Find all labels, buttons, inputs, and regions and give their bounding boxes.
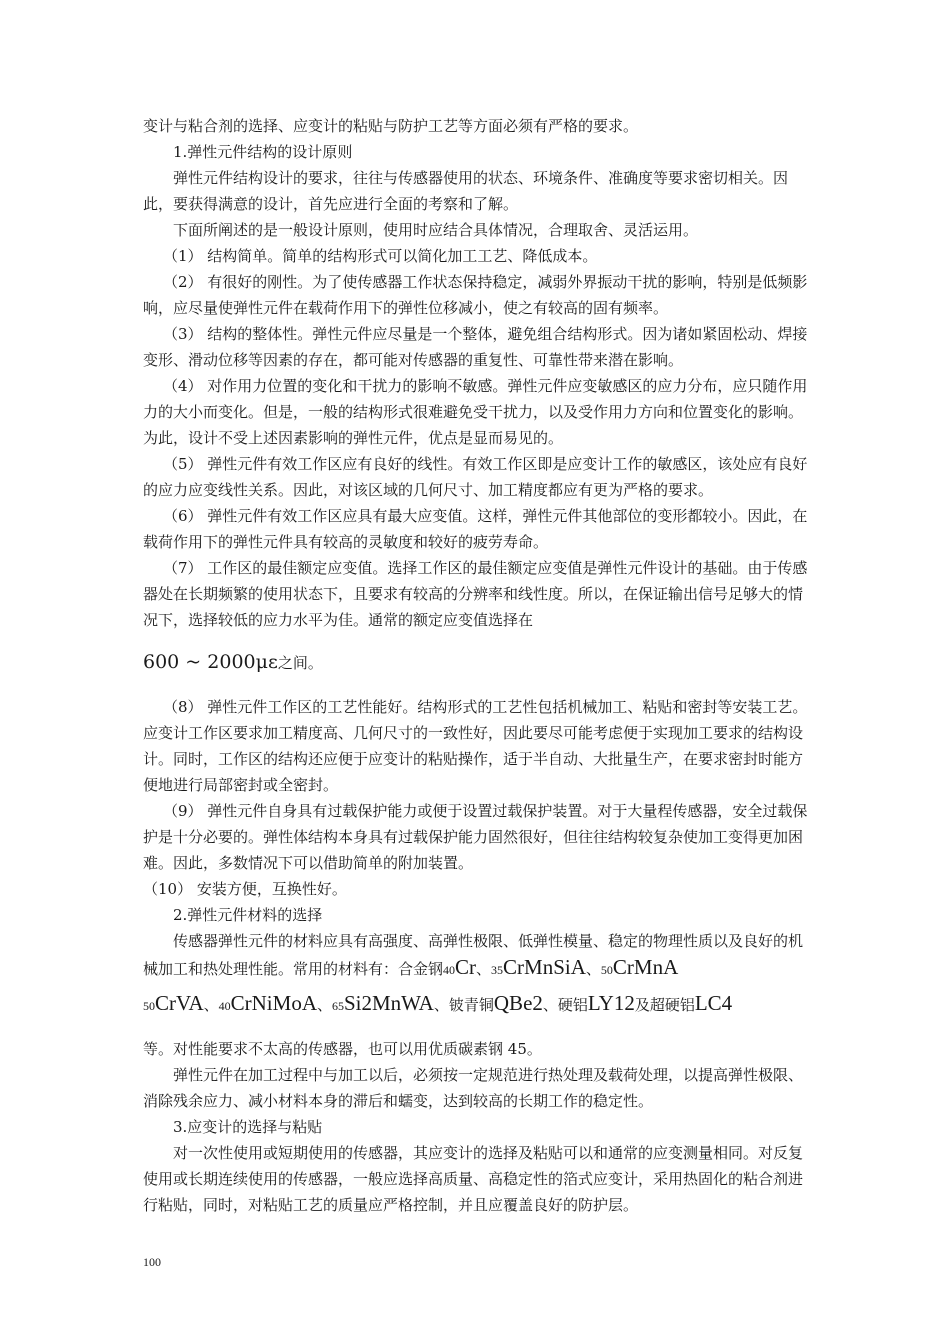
separator: 、 — [203, 996, 219, 1014]
list-item-8: （8） 弹性元件工作区的工艺性能好。结构形式的工艺性包括机械加工、粘贴和密封等安装工艺。应变计工作区要求加工精度高、几何尺寸的一致性好，因此要尽可能考虑便于实现加工要求的结构设计。同时，工作区的结构还应便于应变计的粘贴操作，适于半自动、大批量生产，在要求密封时能方便地进行局部密封或全密封。 — [143, 698, 808, 794]
paragraph: 下面所阐述的是一般设计原则，使用时应结合具体情况，合理取舍、灵活运用。 — [173, 221, 699, 239]
section-heading-2: 2.弹性元件材料的选择 — [173, 906, 323, 924]
strain-range-formula — [143, 639, 809, 686]
material-name: LY12 — [587, 991, 635, 1015]
list-item-9: （9） 弹性元件自身具有过载保护能力或便于设置过载保护装置。对于大量程传感器，安全过载保护是十分必要的。弹性体结构本身具有过载保护能力固然很好，但往往结构较复杂使加工变得更加困难。因此，多数情况下可以借助简单的附加装置。 — [143, 802, 808, 872]
separator: 、 — [542, 996, 558, 1014]
list-item-3: （3） 结构的整体性。弹性元件应尽量是一个整体，避免组合结构形式。因为诸如紧固松动、焊接变形、滑动位移等因素的存在，都可能对传感器的重复性、可靠性带来潜在影响。 — [143, 325, 808, 369]
list-item-2: （2） 有很好的刚性。为了使传感器工作状态保持稳定，减弱外界振动干扰的影响，特别是低频影响，应尽量使弹性元件在载荷作用下的弹性位移减小，使之有较高的固有频率。 — [143, 273, 808, 317]
material-name: CrMnA — [612, 955, 679, 979]
formula-value: 600 ~ 2000με — [143, 651, 278, 673]
list-item-6: （6） 弹性元件有效工作区应具有最大应变值。这样，弹性元件其他部位的变形都较小。因此，在载荷作用下的弹性元件具有较高的灵敏度和较好的疲劳寿命。 — [143, 507, 808, 551]
material-prefix: 65 — [332, 999, 344, 1013]
list-item-7: （7） 工作区的最佳额定应变值。选择工作区的最佳额定应变值是弹性元件设计的基础。由于传感器处在长期频繁的使用状态下，且要求有较高的分辨率和线性度。所以，在保证输出信号足够大的情况下，选择较低的应力水平为佳。通常的额定应变值选择在 — [143, 559, 808, 629]
body-text — [143, 113, 809, 1218]
formula-suffix: 之间。 — [277, 654, 323, 672]
paragraph: 弹性元件结构设计的要求，往往与传感器使用的状态、环境条件、准确度等要求密切相关。因此，要获得满意的设计，首先应进行全面的考察和了解。 — [143, 169, 789, 213]
material-name: CrMnSiA — [503, 955, 586, 979]
list-item-10: （10） 安装方便，互换性好。 — [143, 880, 347, 898]
paragraph: 等。对性能要求不太高的传感器，也可以用优质碳素钢 45。 — [143, 1040, 542, 1058]
separator: 、 — [316, 996, 332, 1014]
materials-paragraph — [143, 928, 809, 983]
paragraph-continuation: 变计与粘合剂的选择、应变计的粘贴与防护工艺等方面必须有严格的要求。 — [143, 117, 639, 135]
material-name: CrNiMoA — [230, 991, 317, 1015]
material-name: CrVA — [155, 991, 204, 1015]
page-number: 100 — [143, 1255, 161, 1269]
material-prefix: 35 — [491, 963, 504, 977]
material-name: LC4 — [694, 991, 733, 1015]
section-heading-1: 1.弹性元件结构的设计原则 — [173, 143, 353, 161]
materials-line — [143, 983, 809, 1026]
separator: 、 — [433, 996, 449, 1014]
material-prefix: 硬铝 — [557, 996, 588, 1014]
material-prefix: 40 — [218, 999, 231, 1013]
list-item-5: （5） 弹性元件有效工作区应有良好的线性。有效工作区即是应变计工作的敏感区，该处应有良好的应力应变线性关系。因此，对该区域的几何尺寸、加工精度都应有更为严格的要求。 — [143, 455, 808, 499]
material-prefix: 铍青铜 — [448, 996, 494, 1014]
material-name: QBe2 — [493, 991, 543, 1015]
material-name: Si2MnWA — [344, 991, 434, 1015]
material-prefix: 40 — [443, 963, 456, 977]
list-item-4: （4） 对作用力位置的变化和干扰力的影响不敏感。弹性元件应变敏感区的应力分布，应只随作用力的大小而变化。但是，一般的结构形式很难避免受干扰力，以及受作用力方向和位置变化的影响。为此，设计不受上述因素影响的弹性元件，优点是显而易见的。 — [143, 377, 808, 447]
separator: 、 — [585, 960, 601, 978]
separator: 、 — [476, 960, 492, 978]
materials-intro: 传感器弹性元件的材料应具有高强度、高弹性极限、低弹性模量、稳定的物理性质以及良好的机械加工和热处理性能。常用的材料有：合金钢 — [143, 932, 804, 978]
list-item-1: （1） 结构简单。简单的结构形式可以简化加工工艺、降低成本。 — [163, 247, 598, 265]
paragraph: 弹性元件在加工过程中与加工以后，必须按一定规范进行热处理及载荷处理，以提高弹性极限、消除残余应力、减小材料本身的滞后和蠕变，达到较高的长期工作的稳定性。 — [143, 1066, 804, 1110]
material-prefix: 50 — [143, 999, 155, 1013]
material-name: Cr — [455, 955, 477, 979]
section-heading-3: 3.应变计的选择与粘贴 — [173, 1118, 323, 1136]
material-prefix: 50 — [600, 963, 613, 977]
material-prefix: 及超硬铝 — [634, 996, 695, 1014]
paragraph: 对一次性使用或短期使用的传感器，其应变计的选择及粘贴可以和通常的应变测量相同。对反复使用或长期连续使用的传感器，一般应选择高质量、高稳定性的箔式应变计，采用热固化的粘合剂进行粘贴，同时，对粘贴工艺的质量应严格控制，并且应覆盖良好的防护层。 — [143, 1144, 804, 1214]
